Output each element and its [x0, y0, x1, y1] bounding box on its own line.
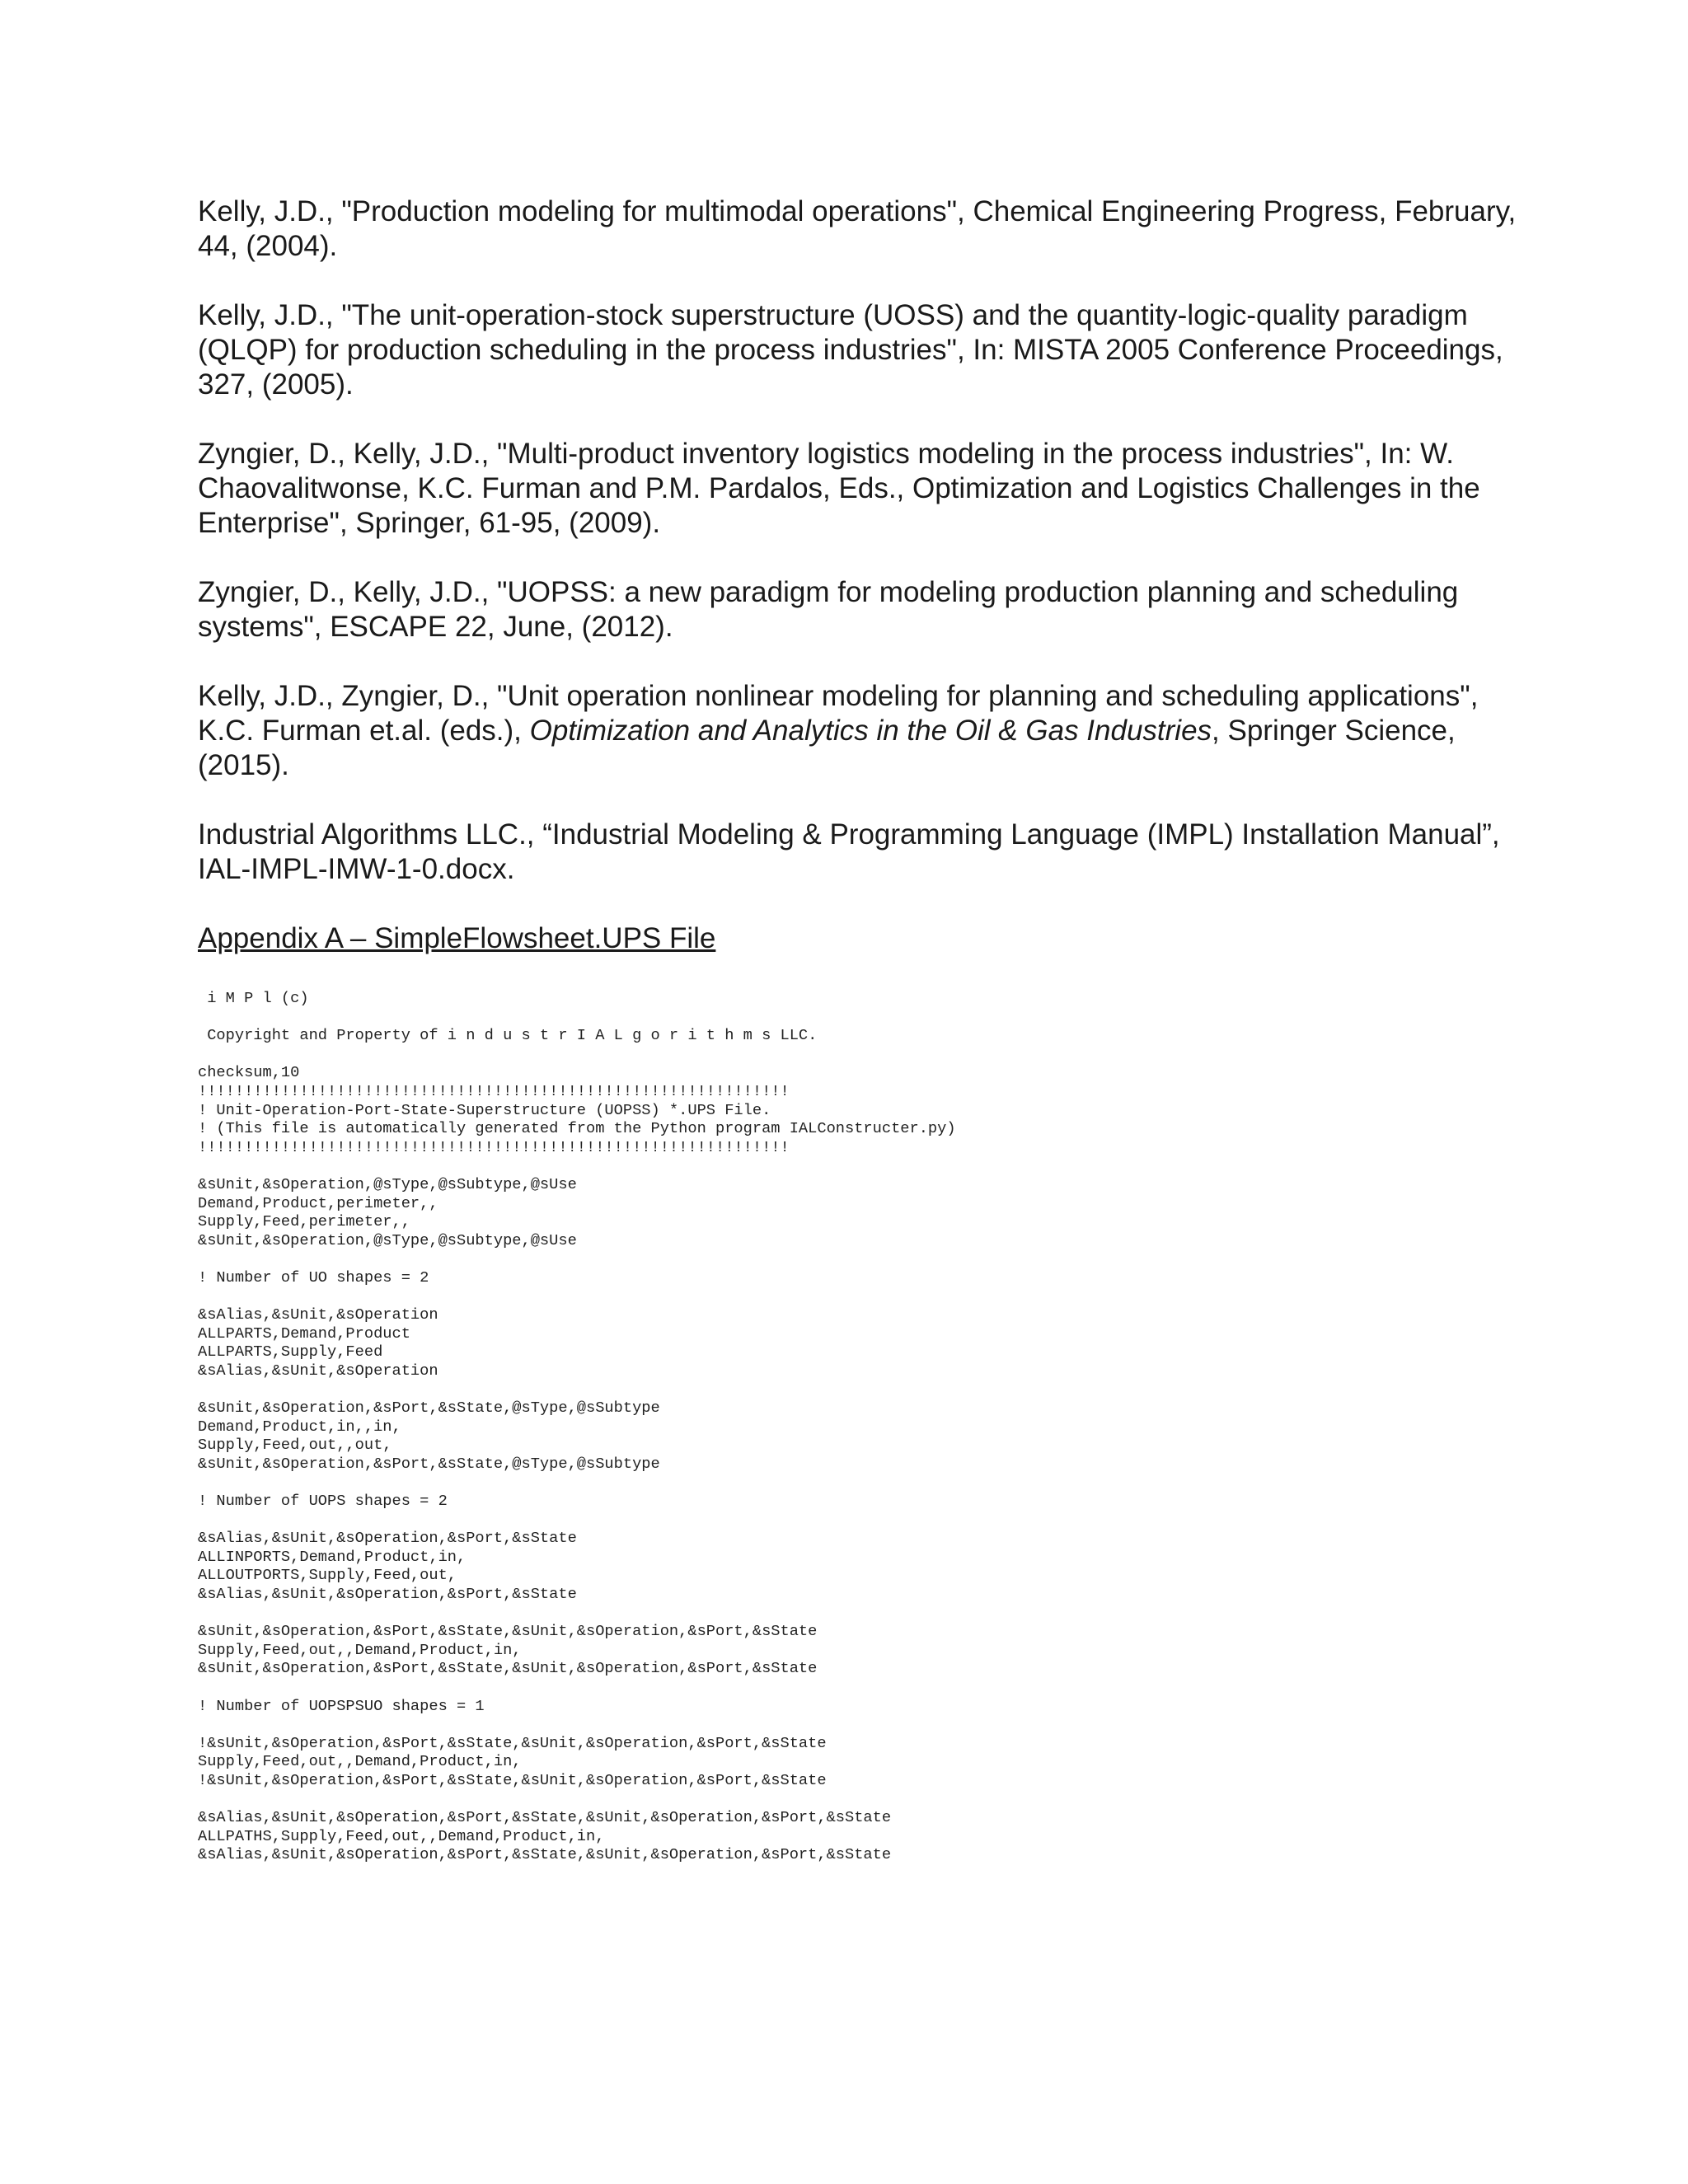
code-line: !&sUnit,&sOperation,&sPort,&sState,&sUnit,&sOperation,&sPort,&sState: [198, 1770, 827, 1789]
reference-italic-title: Optimization and Analytics in the Oil & Gas Industries: [529, 715, 1212, 747]
code-line: [198, 1678, 1517, 1697]
code-line: &sUnit,&sOperation,&sPort,&sState,@sType,@sSubtype: [198, 1399, 660, 1418]
reference-text: , Springer Science, (2015).: [198, 715, 1456, 781]
code-line: [198, 1156, 1517, 1175]
code-line: [198, 1249, 1517, 1268]
reference-item: Industrial Algorithms LLC., “Industrial Modeling & Programming Language (IMPL) Installation Manual”, IAL-IMPL-IMW-1-0.docx.: [198, 818, 1500, 885]
code-line: &sUnit,&sOperation,&sPort,&sState,&sUnit,&sOperation,&sPort,&sState: [198, 1659, 818, 1678]
code-line: checksum,10: [198, 1063, 300, 1082]
code-line: !!!!!!!!!!!!!!!!!!!!!!!!!!!!!!!!!!!!!!!!!!!!!!!!!!!!!!!!!!!!!!!!: [198, 1137, 790, 1156]
code-line: ALLPARTS,Supply,Feed: [198, 1343, 383, 1361]
code-line: &sAlias,&sUnit,&sOperation,&sPort,&sState,&sUnit,&sOperation,&sPort,&sState: [198, 1808, 892, 1827]
code-line: [198, 1008, 1517, 1027]
reference-item: Kelly, J.D., "Production modeling for multimodal operations", Chemical Engineering Progress, February, 44, (2004).: [198, 195, 1517, 262]
code-line: ! Number of UOPSPSUO shapes = 1: [198, 1696, 485, 1715]
code-line: &sAlias,&sUnit,&sOperation: [198, 1305, 438, 1324]
code-line: [198, 1287, 1517, 1306]
code-line: &sAlias,&sUnit,&sOperation: [198, 1361, 438, 1380]
code-line: [198, 1045, 1517, 1064]
code-line: !!!!!!!!!!!!!!!!!!!!!!!!!!!!!!!!!!!!!!!!!!!!!!!!!!!!!!!!!!!!!!!!: [198, 1081, 790, 1100]
code-line: Demand,Product,perimeter,,: [198, 1193, 438, 1212]
reference-item: Zyngier, D., Kelly, J.D., "Multi-product inventory logistics modeling in the process industries", In: W. Chaovalitwonse, K.C. Furman and P.M. Pardalos, Eds., Optimization and Logistics Challenges in the Enterprise", Springer, 61-95, (2009).: [198, 438, 1480, 539]
code-line: [198, 1511, 1517, 1530]
code-line: [198, 1380, 1517, 1399]
code-line: ! Number of UO shapes = 2: [198, 1268, 429, 1286]
reference-item: Zyngier, D., Kelly, J.D., "UOPSS: a new paradigm for modeling production planning and scheduling systems", ESCAPE 22, June, (2012).: [198, 576, 1459, 643]
ups-file-listing: [198, 989, 1517, 1864]
code-line: &sAlias,&sUnit,&sOperation,&sPort,&sState: [198, 1529, 577, 1548]
code-line: [198, 1473, 1517, 1492]
code-line: ALLINPORTS,Demand,Product,in,: [198, 1547, 467, 1566]
reference-item: Kelly, J.D., "The unit-operation-stock superstructure (UOSS) and the quantity-logic-quality paradigm (QLQP) for production scheduling in the process industries", In: MISTA 2005 Conference Proceedings, 327, (2005).: [198, 299, 1503, 401]
code-line: [198, 1604, 1517, 1623]
code-line: ! Unit-Operation-Port-State-Superstructure (UOPSS) *.UPS File.: [198, 1100, 771, 1119]
code-line: &sAlias,&sUnit,&sOperation,&sPort,&sState: [198, 1585, 577, 1603]
code-line: [198, 1790, 1517, 1809]
reference-text: Kelly, J.D., Zyngier, D., "Unit operation nonlinear modeling for planning and scheduling applications", K.C. Furman et.al. (eds.),: [198, 680, 1479, 747]
code-line: &sUnit,&sOperation,&sPort,&sState,&sUnit,&sOperation,&sPort,&sState: [198, 1622, 818, 1641]
code-line: ! Number of UOPS shapes = 2: [198, 1492, 448, 1511]
references-section: [198, 194, 1517, 956]
code-line: &sUnit,&sOperation,&sPort,&sState,@sType,@sSubtype: [198, 1454, 660, 1473]
code-line: Supply,Feed,out,,out,: [198, 1436, 392, 1455]
code-line: !&sUnit,&sOperation,&sPort,&sState,&sUnit,&sOperation,&sPort,&sState: [198, 1733, 827, 1752]
code-line: &sUnit,&sOperation,@sType,@sSubtype,@sUse: [198, 1230, 577, 1249]
code-line: ALLPATHS,Supply,Feed,out,,Demand,Product,in,: [198, 1826, 605, 1845]
code-line: ALLPARTS,Demand,Product: [198, 1324, 410, 1343]
appendix-heading: Appendix A – SimpleFlowsheet.UPS File: [198, 922, 716, 954]
code-line: Copyright and Property of i n d u s t r I A L g o r i t h m s LLC.: [198, 1026, 818, 1045]
code-line: &sAlias,&sUnit,&sOperation,&sPort,&sState,&sUnit,&sOperation,&sPort,&sState: [198, 1845, 892, 1864]
reference-item: [198, 679, 1517, 783]
code-line: Supply,Feed,out,,Demand,Product,in,: [198, 1640, 522, 1659]
code-line: Supply,Feed,perimeter,,: [198, 1212, 410, 1231]
code-line: [198, 1715, 1517, 1734]
code-line: i M P l (c): [198, 989, 309, 1007]
code-line: Supply,Feed,out,,Demand,Product,in,: [198, 1752, 522, 1771]
code-line: ! (This file is automatically generated from the Python program IALConstructer.py): [198, 1119, 956, 1138]
code-line: &sUnit,&sOperation,@sType,@sSubtype,@sUse: [198, 1174, 577, 1193]
code-line: Demand,Product,in,,in,: [198, 1417, 401, 1436]
code-line: ALLOUTPORTS,Supply,Feed,out,: [198, 1566, 457, 1585]
